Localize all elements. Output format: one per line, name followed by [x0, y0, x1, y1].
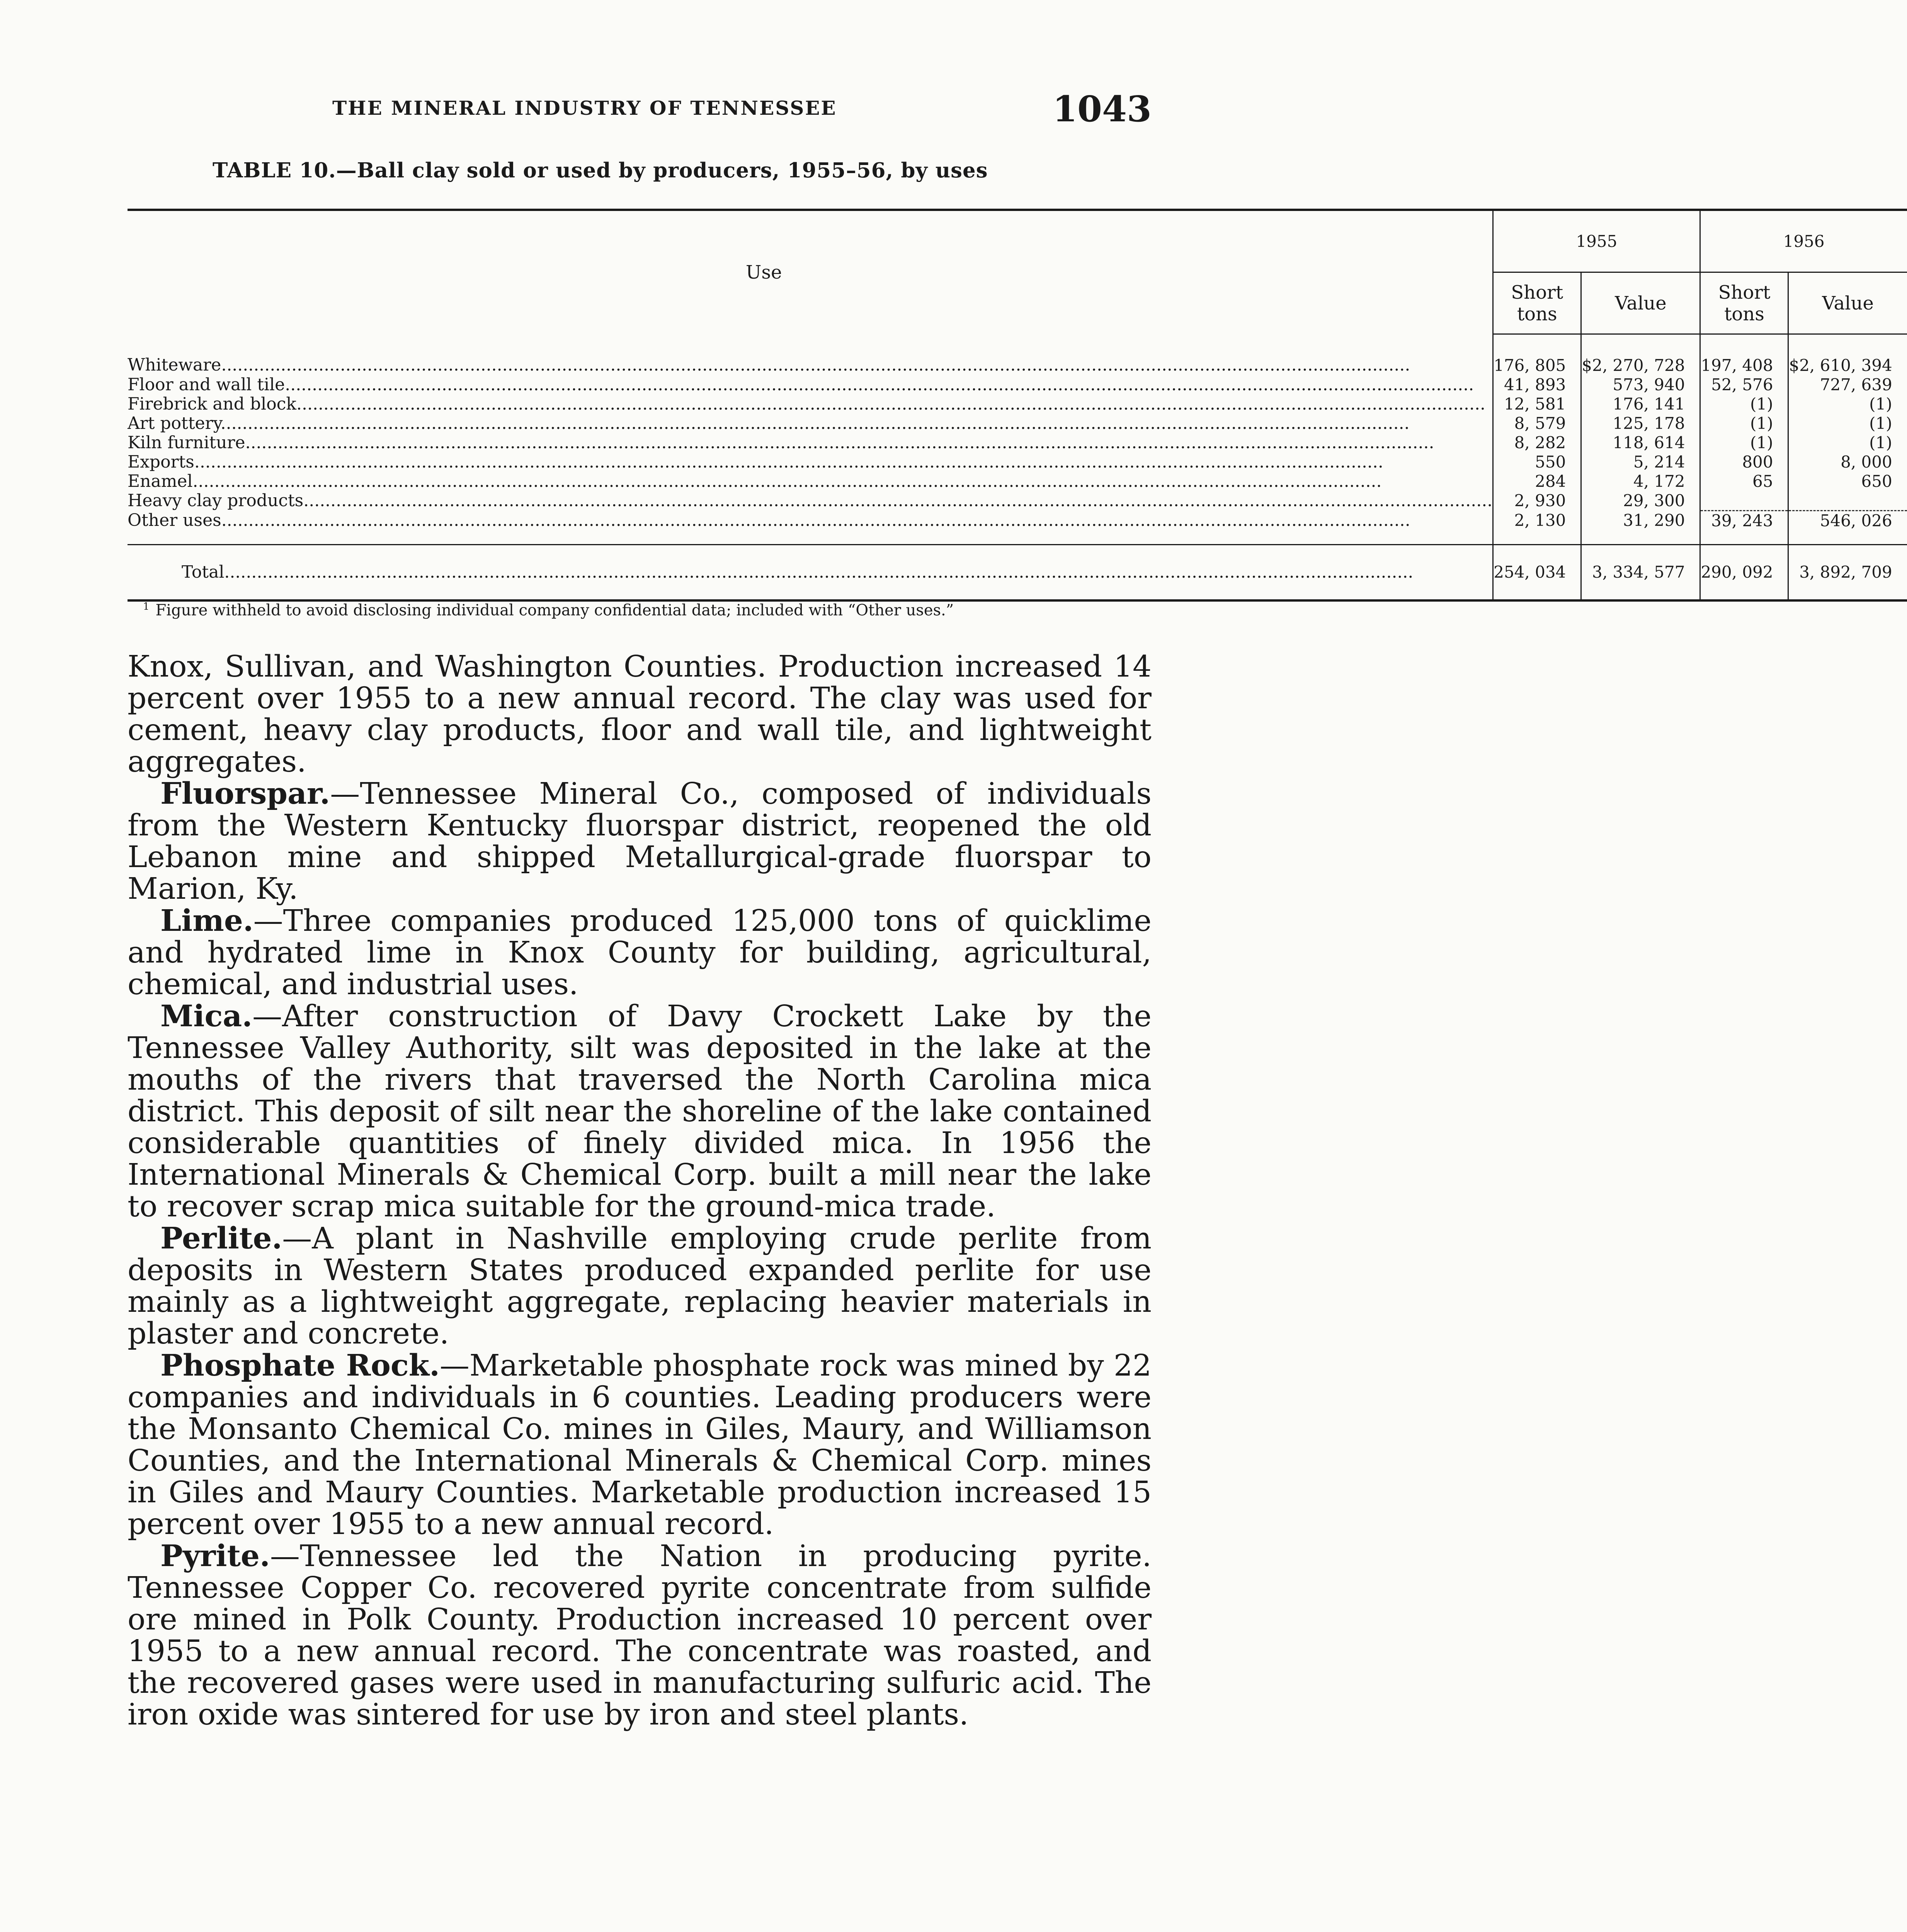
cell-v1956: 8, 000 [1788, 452, 1907, 472]
cell-t1956: 65 [1700, 472, 1788, 491]
cell-v1956: 727, 639 [1788, 375, 1907, 395]
mineral-sections [128, 778, 1152, 1731]
table-row [128, 395, 1907, 414]
col-header-value-1955: Value [1581, 272, 1700, 334]
col-header-short-tons-1956: Short tons [1700, 272, 1788, 334]
cell-t1955: 550 [1535, 452, 1566, 471]
cell-t1955: 41, 893 [1504, 375, 1566, 394]
total-v1955: 3, 334, 577 [1581, 544, 1700, 600]
cell-t1955: 8, 579 [1514, 414, 1566, 433]
cell-v1955: 118, 614 [1581, 433, 1700, 452]
cell-v1955: 4, 172 [1581, 472, 1700, 491]
table-caption: TABLE 10.—Ball clay sold or used by producers, 1955–56, by uses [213, 158, 988, 182]
paragraph-section [128, 1223, 1152, 1350]
cell-t1956: (1) [1700, 414, 1788, 433]
table-row [128, 334, 1907, 376]
page-number: 1043 [1052, 88, 1152, 130]
section-text: —Tennessee Mineral Co., composed of individuals from the Western Kentucky fluorspar district, reopened the old Lebanon mine and shipped Metallurgical-grade fluorspar to Marion, Ky. [128, 777, 1152, 906]
table-row [128, 491, 1907, 510]
row-label [128, 472, 1493, 491]
leader-dots: ............................................................................................................................................................................................................................ [194, 452, 1383, 472]
table-body [128, 334, 1907, 600]
total-t1955: 254, 034 [1493, 544, 1581, 600]
section-heading: Fluorspar. [160, 776, 330, 811]
cell-t1956: 39, 243 [1700, 510, 1788, 544]
row-use-text: Exports [128, 452, 194, 472]
body-text [128, 651, 1152, 1731]
table-row [128, 433, 1907, 452]
paragraph-section [128, 905, 1152, 1000]
cell-v1955: $2, 270, 728 [1581, 334, 1700, 376]
cell-v1956 [1788, 491, 1907, 510]
row-label [128, 375, 1493, 395]
section-heading: Phosphate Rock. [160, 1348, 440, 1383]
row-label [128, 452, 1493, 472]
paragraph-section [128, 1000, 1152, 1223]
cell-v1956: $2, 610, 394 [1788, 334, 1907, 376]
footnote-text: Figure withheld to avoid disclosing individual company confidential data; included with “Other uses.” [155, 601, 954, 619]
section-text: —A plant in Nashville employing crude perlite from deposits in Western States produced expanded perlite for use mainly as a lightweight aggregate, replacing heavier materials in plaster and concrete. [128, 1221, 1152, 1351]
total-t1956: 290, 092 [1700, 544, 1788, 600]
running-title: THE MINERAL INDUSTRY OF TENNESSEE [332, 97, 837, 119]
total-text: Total [182, 562, 225, 582]
leader-dots: ............................................................................................................................................................................................................................ [303, 491, 1493, 510]
col-header-value-1956: Value [1788, 272, 1907, 334]
section-heading: Perlite. [160, 1221, 282, 1256]
paragraph-section [128, 778, 1152, 905]
row-label [128, 395, 1493, 414]
cell-t1955: 2, 930 [1514, 491, 1566, 510]
paragraph-continuation: Knox, Sullivan, and Washington Counties. Production increased 14 percent over 1955 to a new annual record. The clay was used for cement, heavy clay products, floor and wall tile, and lightweight aggregates. [128, 650, 1152, 779]
cell-v1955: 29, 300 [1581, 491, 1700, 510]
row-label [128, 510, 1493, 544]
table-row [128, 375, 1907, 395]
cell-v1955: 31, 290 [1581, 510, 1700, 544]
cell-t1956: (1) [1700, 395, 1788, 414]
table-row [128, 414, 1907, 433]
year-header-1956: 1956 [1700, 210, 1907, 272]
row-use-text: Whiteware [128, 355, 221, 375]
cell-t1955: 284 [1535, 472, 1566, 491]
section-heading: Lime. [160, 903, 253, 938]
cell-v1956: (1) [1788, 433, 1907, 452]
table-row [128, 452, 1907, 472]
leader-dots: ............................................................................................................................................................................................................................ [220, 413, 1410, 433]
total-v1956: 3, 892, 709 [1788, 544, 1907, 600]
row-use-text: Heavy clay products [128, 491, 304, 510]
use-column-header: Use [128, 210, 1493, 334]
data-table [128, 209, 1907, 602]
leader-dots: ............................................................................................................................................................................................................................ [296, 394, 1485, 414]
cell-v1956: 650 [1788, 472, 1907, 491]
row-use-text: Art pottery [128, 413, 221, 433]
cell-t1956 [1700, 491, 1788, 510]
cell-v1956: (1) [1788, 395, 1907, 414]
section-heading: Mica. [160, 999, 253, 1034]
section-text: —After construction of Davy Crockett Lake by the Tennessee Valley Authority, silt was deposited in the lake at the mouths of the rivers that traversed the North Carolina mica district. This deposit of silt near the shoreline of the lake contained considerable quantities of finely divided mica. In 1956 the International Minerals & Chemical Corp. built a mill near the lake to recover scrap mica suitable for the ground-mica trade. [128, 999, 1152, 1224]
leader-dots: ............................................................................................................................................................................................................................ [224, 562, 1414, 582]
cell-v1955: 573, 940 [1581, 375, 1700, 395]
paragraph-section [128, 1540, 1152, 1731]
cell-t1955: 12, 581 [1504, 395, 1566, 413]
cell-v1956: 546, 026 [1788, 510, 1907, 544]
footnote-mark: 1 [143, 601, 150, 612]
section-text: —Marketable phosphate rock was mined by 22 companies and individuals in 6 counties. Leading producers were the Monsanto Chemical Co. mines in Giles, Maury, and Williamson Counties, and the International Minerals & Chemical Corp. mines in Giles and Maury Counties. Marketable production increased 15 percent over 1955 to a new annual record. [128, 1349, 1152, 1541]
paragraph-section [128, 1350, 1152, 1540]
total-label [128, 544, 1493, 600]
row-use-text: Kiln furniture [128, 433, 245, 452]
ball-clay-table [128, 209, 1892, 602]
leader-dots: ............................................................................................................................................................................................................................ [285, 375, 1474, 395]
cell-v1956: (1) [1788, 414, 1907, 433]
cell-v1955: 125, 178 [1581, 414, 1700, 433]
col-header-short-tons-1955: Short tons [1493, 272, 1581, 334]
leader-dots: ............................................................................................................................................................................................................................ [221, 510, 1410, 530]
cell-t1955: 2, 130 [1514, 510, 1566, 530]
section-text: —Tennessee led the Nation in producing pyrite. Tennessee Copper Co. recovered pyrite concentrate from sulfide ore mined in Polk County. Production increased 10 percent over 1955 to a new annual record. The concentrate was roasted, and the recovered gases were used in manufacturing sulfuric acid. The iron oxide was sintered for use by iron and steel plants. [128, 1539, 1152, 1732]
table-row [128, 510, 1907, 544]
row-use-text: Enamel [128, 471, 193, 491]
running-head [128, 88, 1152, 131]
cell-t1955: 176, 805 [1494, 356, 1566, 375]
row-label [128, 491, 1493, 510]
section-heading: Pyrite. [160, 1539, 270, 1573]
total-row [128, 544, 1907, 600]
cell-t1956: 197, 408 [1700, 334, 1788, 376]
cell-t1956: 52, 576 [1700, 375, 1788, 395]
cell-t1955: 8, 282 [1514, 433, 1566, 452]
leader-dots: ............................................................................................................................................................................................................................ [192, 471, 1382, 491]
row-label [128, 414, 1493, 433]
cell-v1955: 5, 214 [1581, 452, 1700, 472]
cell-t1956: 800 [1700, 452, 1788, 472]
row-use-text: Firebrick and block [128, 394, 296, 414]
cell-t1956: (1) [1700, 433, 1788, 452]
cell-v1955: 176, 141 [1581, 395, 1700, 414]
row-label [128, 334, 1493, 376]
leader-dots: ............................................................................................................................................................................................................................ [221, 355, 1410, 375]
leader-dots: ............................................................................................................................................................................................................................ [245, 433, 1434, 452]
row-use-text: Other uses [128, 510, 221, 530]
table-row [128, 472, 1907, 491]
section-text: —Three companies produced 125,000 tons of quicklime and hydrated lime in Knox County for building, agricultural, chemical, and industrial uses. [128, 904, 1152, 1002]
row-label [128, 433, 1493, 452]
row-use-text: Floor and wall tile [128, 375, 285, 395]
table-footnote [143, 601, 954, 619]
year-header-1955: 1955 [1493, 210, 1700, 272]
